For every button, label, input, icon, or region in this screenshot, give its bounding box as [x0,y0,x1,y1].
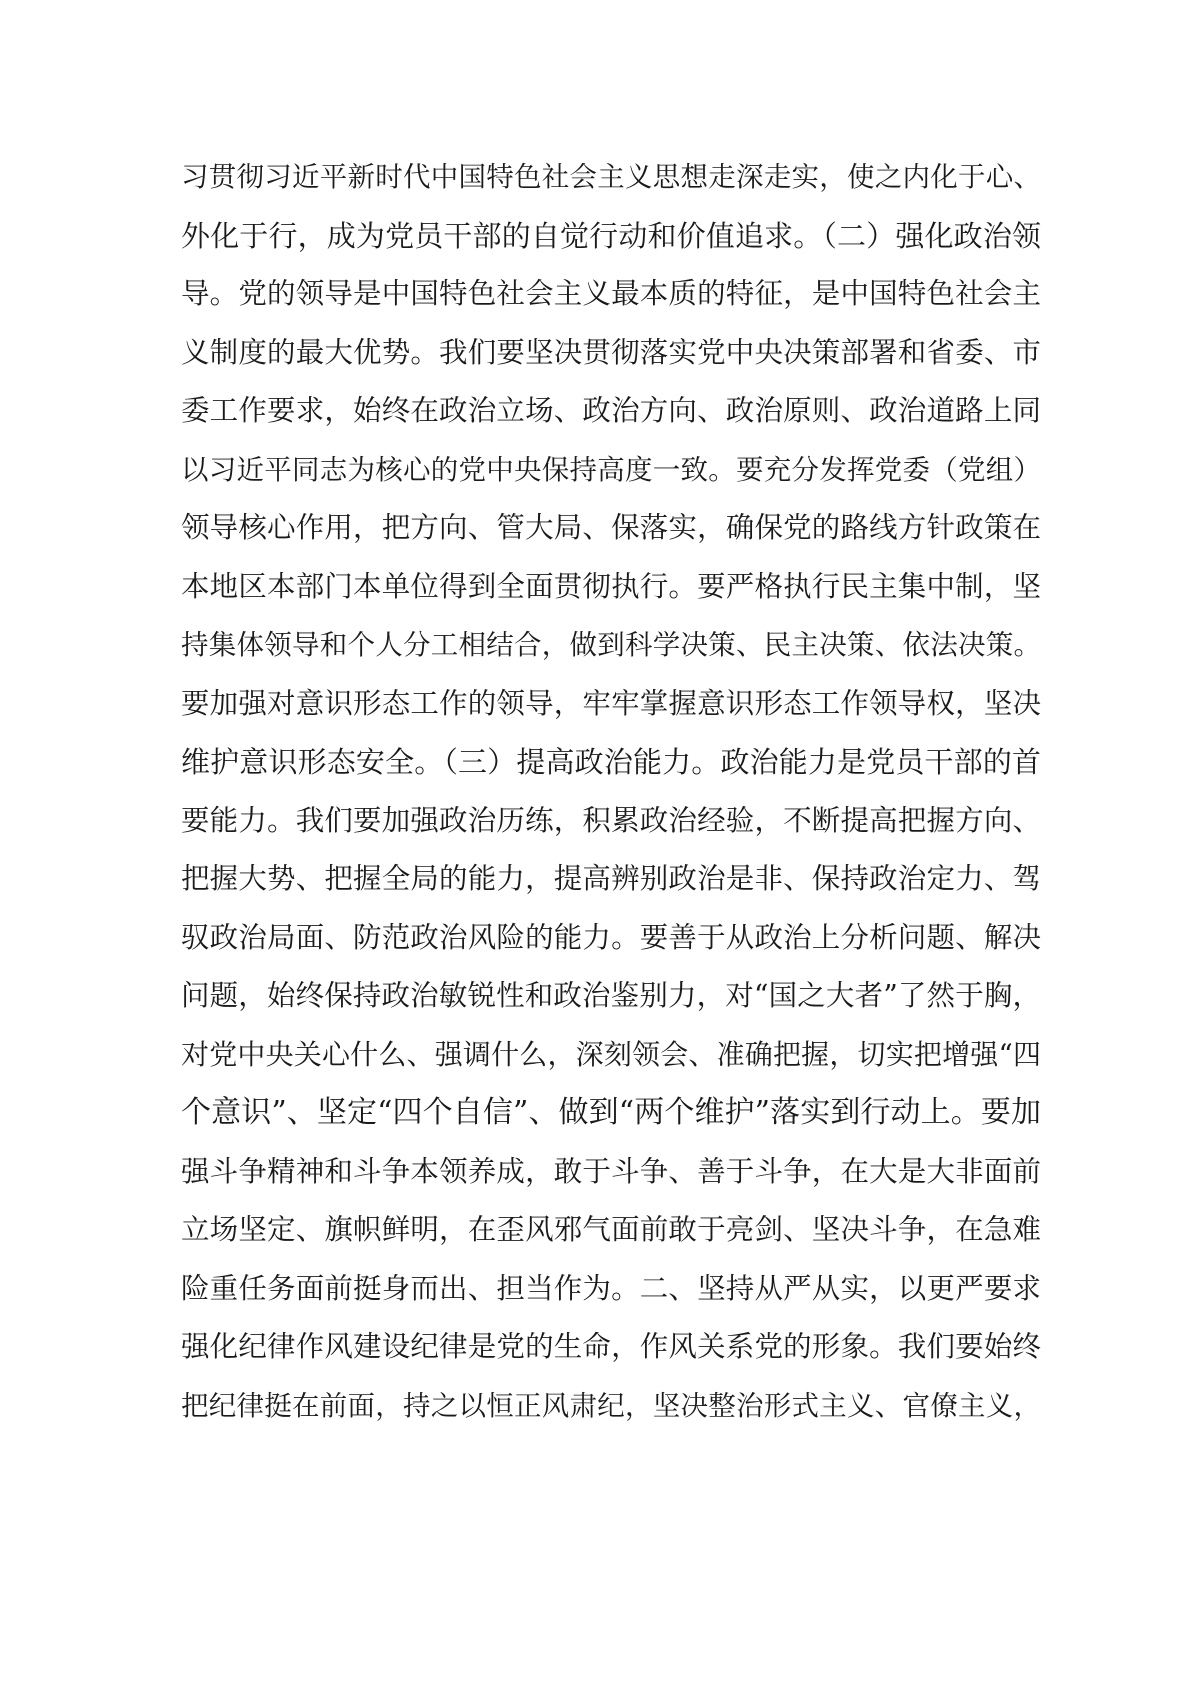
text-line: 导。党的领导是中国特色社会主义最本质的特征，是中国特色社会主 [181,277,1041,310]
body-text [181,148,1041,1435]
text-line: 险重任务面前挺身而出、担当作为。二、坚持从严从实，以更严要求 [181,1271,1041,1305]
text-line: 把纪律挺在前面，持之以恒正风肃纪，坚决整治形式主义、官僚主义， [181,1389,1041,1422]
text-line: 问题，始终保持政治敏锐性和政治鉴别力，对“国之大者”了然于胸， [181,979,1041,1012]
text-line: 义制度的最大优势。我们要坚决贯彻落实党中央决策部署和省委、市 [181,335,1041,369]
text-line: 立场坚定、旗帜鲜明，在歪风邪气面前敢于亮剑、坚决斗争，在急难 [181,1213,1041,1246]
text-line: 个意识”、坚定“四个自信”、做到“两个维护”落实到行动上。要加 [181,1095,1041,1130]
text-line: 强斗争精神和斗争本领养成，敢于斗争、善于斗争，在大是大非面前 [181,1154,1041,1188]
text-line: 要加强对意识形态工作的领导，牢牢掌握意识形态工作领导权，坚决 [181,686,1041,720]
text-line: 外化于行，成为党员干部的自觉行动和价值追求。（二）强化政治领 [181,218,1041,253]
text-line: 维护意识形态安全。（三）提高政治能力。政治能力是党员干部的首 [181,745,1041,779]
text-line: 强化纪律作风建设纪律是党的生命，作风关系党的形象。我们要始终 [181,1330,1041,1363]
text-line: 本地区本部门本单位得到全面贯彻执行。要严格执行民主集中制，坚 [181,569,1041,603]
text-line: 驭政治局面、防范政治风险的能力。要善于从政治上分析问题、解决 [181,920,1041,954]
text-line: 持集体领导和个人分工相结合，做到科学决策、民主决策、依法决策。 [181,629,1041,661]
text-line: 领导核心作用，把方向、管大局、保落实，确保党的路线方针政策在 [181,511,1041,544]
text-line: 要能力。我们要加强政治历练，积累政治经验，不断提高把握方向、 [181,803,1041,837]
text-line: 把握大势、把握全局的能力，提高辨别政治是非、保持政治定力、驾 [181,862,1041,895]
text-line: 对党中央关心什么、强调什么，深刻领会、准确把握，切实把增强“四 [181,1037,1041,1071]
text-line: 习贯彻习近平新时代中国特色社会主义思想走深走实，使之内化于心、 [181,161,1041,193]
text-line: 以习近平同志为核心的党中央保持高度一致。要充分发挥党委（党组） [181,453,1041,486]
text-line: 委工作要求，始终在政治立场、政治方向、政治原则、政治道路上同 [181,394,1041,427]
